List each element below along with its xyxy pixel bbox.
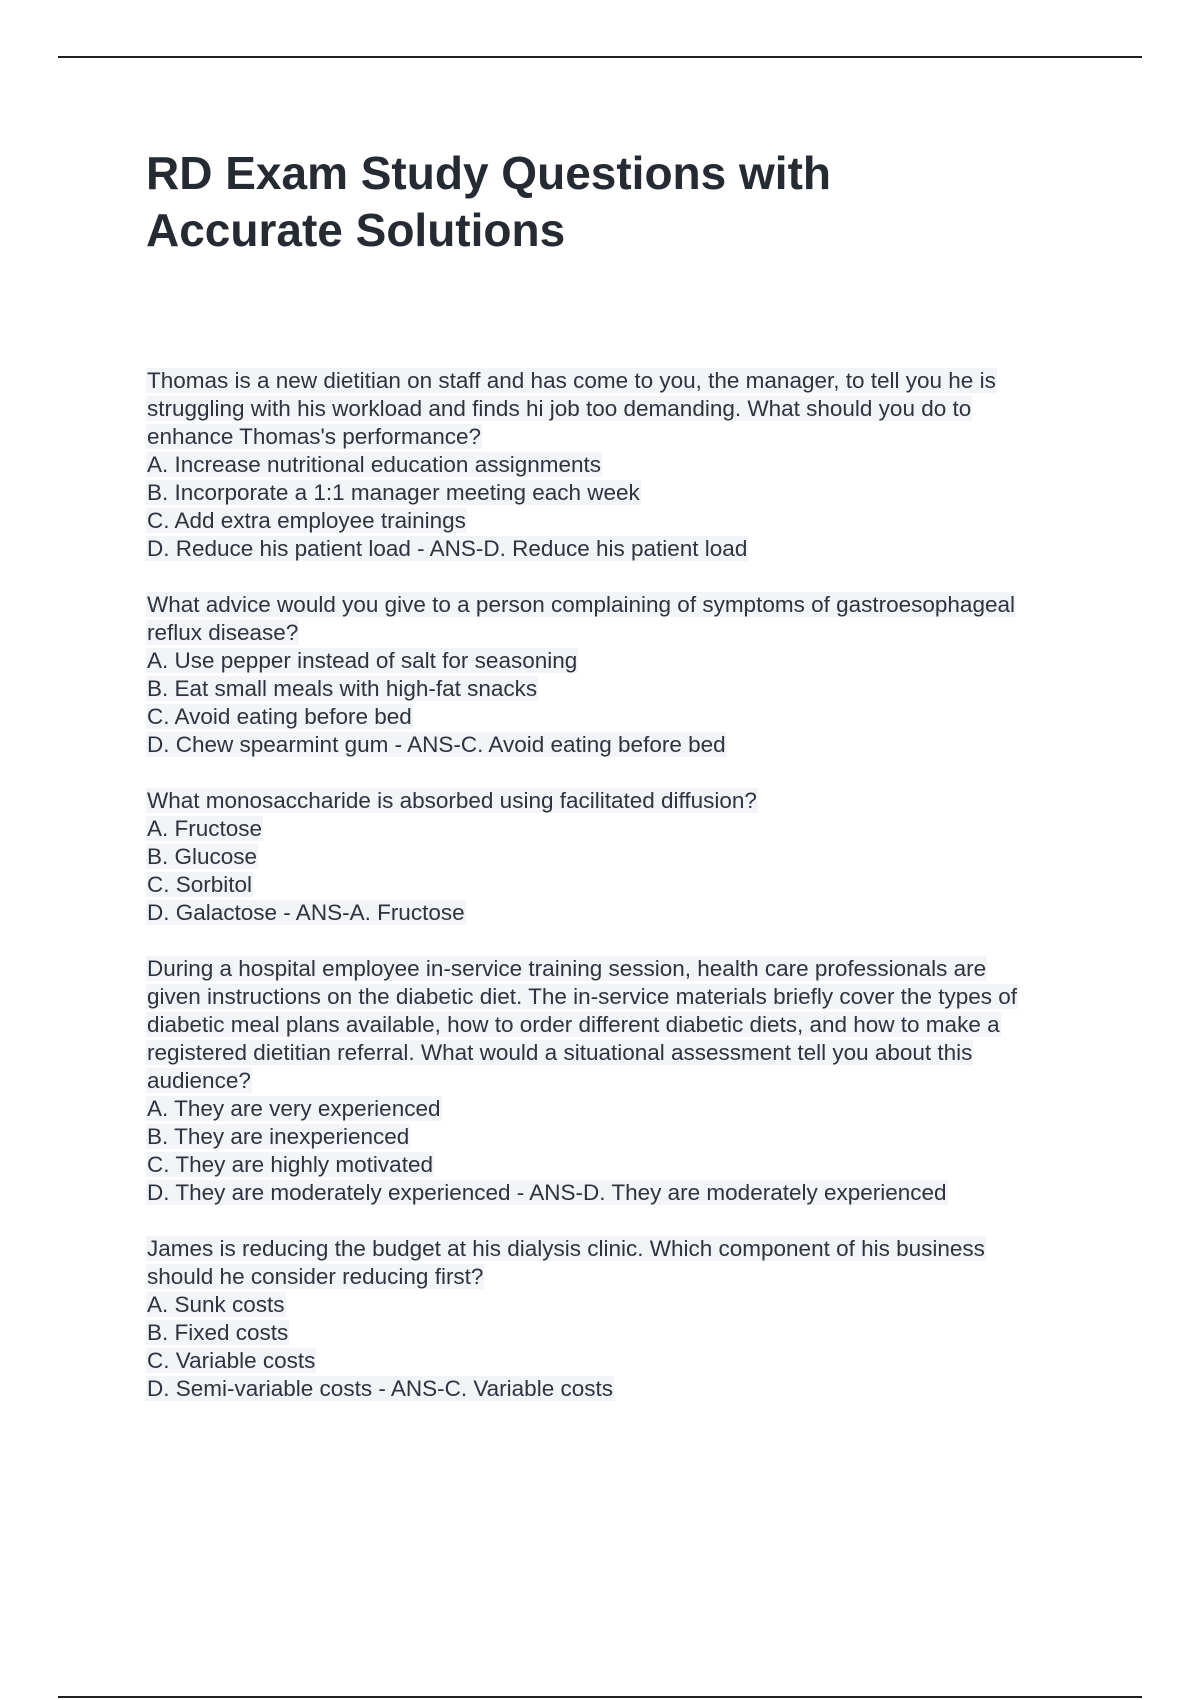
question-3-option-a: A. Fructose: [147, 816, 263, 841]
question-3-option-d-answer: D. Galactose - ANS-A. Fructose: [147, 900, 465, 925]
question-4-line-3: diabetic meal plans available, how to order different diabetic diets, and how to make a: [147, 1012, 1000, 1037]
title-line-1: RD Exam Study Questions with: [146, 147, 831, 199]
question-4-line-4: registered dietitian referral. What would a situational assessment tell you about this: [147, 1040, 973, 1065]
question-block-1: [146, 367, 1086, 563]
question-4-option-c: C. They are highly motivated: [147, 1152, 433, 1177]
question-list: [146, 367, 1086, 1431]
question-2-option-d-answer: D. Chew spearmint gum - ANS-C. Avoid eating before bed: [147, 732, 726, 757]
question-2-line-1: What advice would you give to a person complaining of symptoms of gastroesophageal: [147, 592, 1015, 617]
question-2-option-c: C. Avoid eating before bed: [147, 704, 412, 729]
question-3-line-1: What monosaccharide is absorbed using facilitated diffusion?: [147, 788, 757, 813]
question-4-line-5: audience?: [147, 1068, 251, 1093]
question-4-option-b: B. They are inexperienced: [147, 1124, 410, 1149]
question-5-option-d-answer: D. Semi-variable costs - ANS-C. Variable costs: [147, 1376, 613, 1401]
title-line-2: Accurate Solutions: [146, 204, 566, 256]
question-5-line-1: James is reducing the budget at his dialysis clinic. Which component of his business: [147, 1236, 985, 1261]
question-5-line-2: should he consider reducing first?: [147, 1264, 484, 1289]
question-2-line-2: reflux disease?: [147, 620, 299, 645]
question-3-option-b: B. Glucose: [147, 844, 258, 869]
question-block-4: [146, 955, 1086, 1207]
question-4-line-2: given instructions on the diabetic diet. The in-service materials briefly cover the types of: [147, 984, 1018, 1009]
question-5-option-c: C. Variable costs: [147, 1348, 316, 1373]
question-4-option-d-answer: D. They are moderately experienced - ANS-D. They are moderately experienced: [147, 1180, 947, 1205]
question-3-option-c: C. Sorbitol: [147, 872, 253, 897]
question-block-2: [146, 591, 1086, 759]
question-4-option-a: A. They are very experienced: [147, 1096, 441, 1121]
header-rule: [58, 56, 1142, 58]
question-2-option-a: A. Use pepper instead of salt for seasoning: [147, 648, 578, 673]
question-4-line-1: During a hospital employee in-service training session, health care professionals are: [147, 956, 987, 981]
question-5-option-a: A. Sunk costs: [147, 1292, 285, 1317]
question-1-line-1: Thomas is a new dietitian on staff and has come to you, the manager, to tell you he is: [147, 368, 996, 393]
question-1-option-c: C. Add extra employee trainings: [147, 508, 466, 533]
question-1-line-3: enhance Thomas's performance?: [147, 424, 482, 449]
question-1-option-b: B. Incorporate a 1:1 manager meeting each week: [147, 480, 640, 505]
question-2-option-b: B. Eat small meals with high-fat snacks: [147, 676, 538, 701]
question-1-line-2: struggling with his workload and finds hi job too demanding. What should you do to: [147, 396, 972, 421]
question-block-5: [146, 1235, 1086, 1403]
question-block-3: [146, 787, 1086, 927]
question-1-option-a: A. Increase nutritional education assignments: [147, 452, 602, 477]
footer-rule: [58, 1696, 1142, 1698]
page-title: [146, 145, 1046, 259]
question-5-option-b: B. Fixed costs: [147, 1320, 289, 1345]
question-1-option-d-answer: D. Reduce his patient load - ANS-D. Reduce his patient load: [147, 536, 748, 561]
